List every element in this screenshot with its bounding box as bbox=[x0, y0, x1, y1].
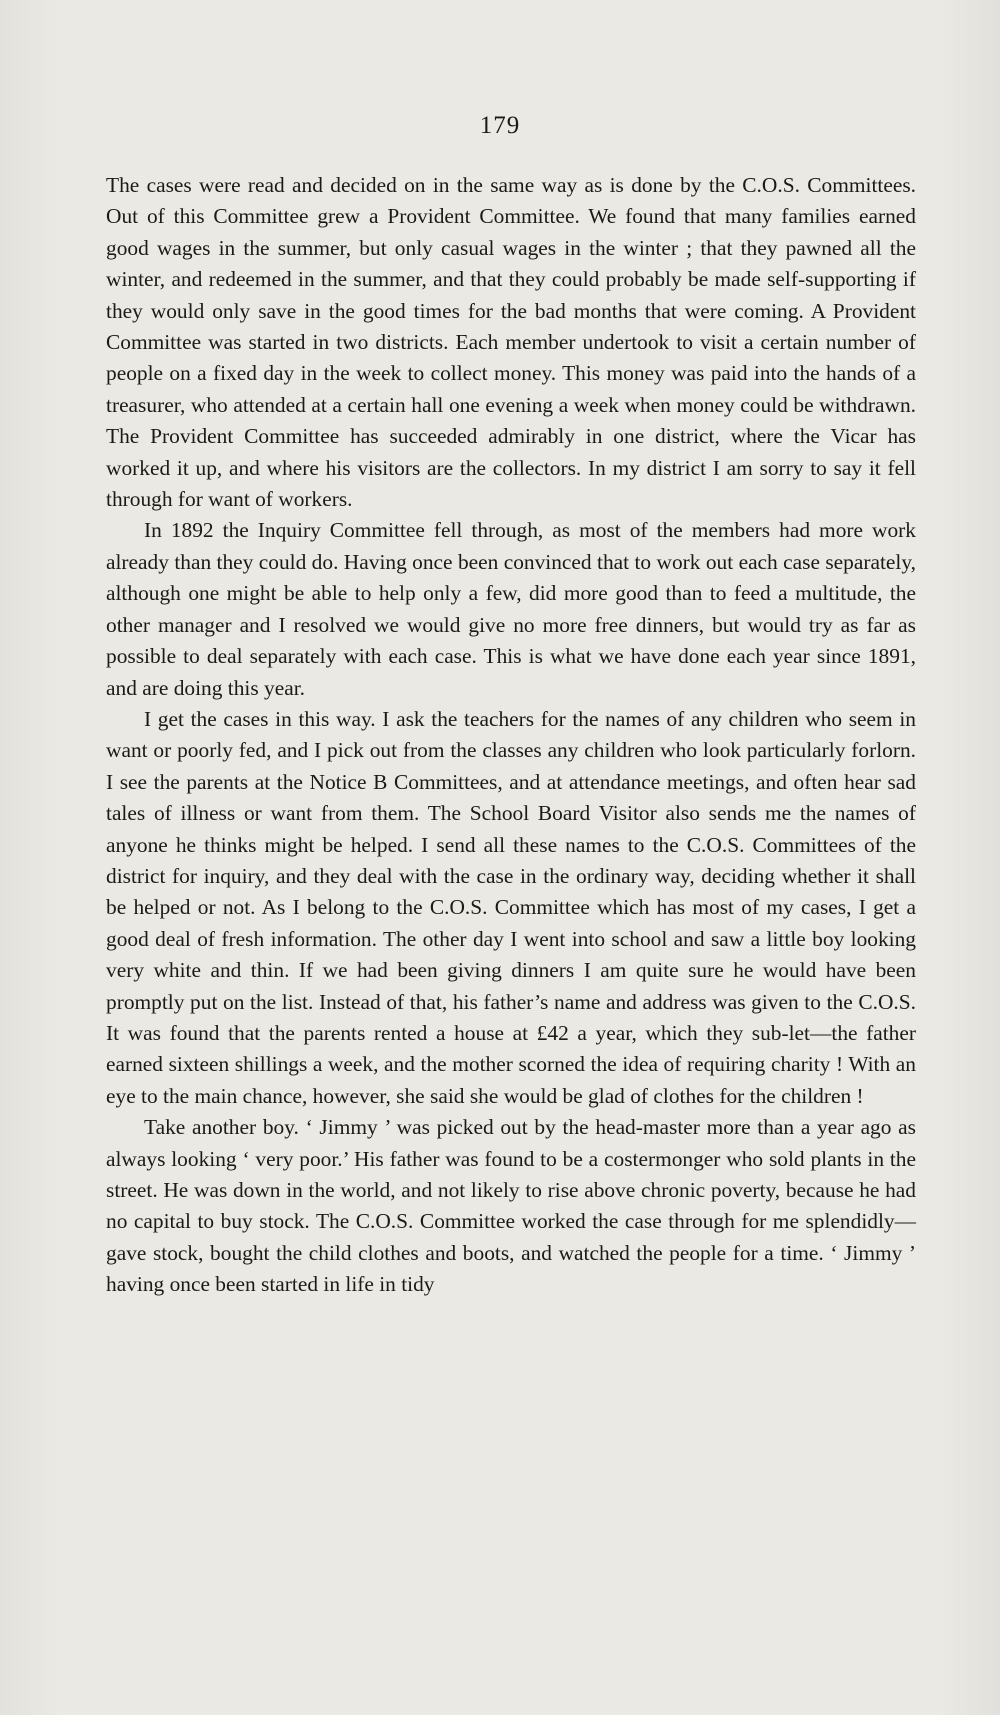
paragraph-4: Take another boy. ‘ Jimmy ’ was picked out by the head-master more than a year ago as always looking ‘ very poor.’ His father was found to be a costermonger who sold plants in the street. He was down in the world, and not likely to rise above chronic poverty, because he had no capital to buy stock. The C.O.S. Committee worked the case through for me splendidly—gave stock, bought the child clothes and boots, and watched the people for a time. ‘ Jimmy ’ having once been started in life in tidy bbox=[106, 1115, 916, 1297]
page-number: 179 bbox=[479, 112, 521, 139]
paragraph-1: The cases were read and decided on in the same way as is done by the C.O.S. Committees. Out of this Committee grew a Provident Committee. We found that many families earned good wages in the summer, but only casual wages in the winter ; that they pawned all the winter, and redeemed in the summer, and that they could probably be made self-supporting if they would only save in the good times for the bad months that were coming. A Provident Committee was started in two districts. Each member undertook to visit a certain number of people on a fixed day in the week to collect money. This money was paid into the hands of a treasurer, who attended at a certain hall one evening a week when money could be withdrawn. The Provident Committee has succeeded admirably in one district, where the Vicar has worked it up, and where his visitors are the collectors. In my district I am sorry to say it fell through for want of workers. bbox=[106, 173, 916, 512]
page-body bbox=[106, 170, 916, 1301]
paragraph-2: In 1892 the Inquiry Committee fell through, as most of the members had more work already than they could do. Having once been convinced that to work out each case separately, although one might be able to help only a few, did more good than to feed a multitude, the other manager and I resolved we would give no more free dinners, but would try as far as possible to deal separately with each case. This is what we have done each year since 1891, and are doing this year. bbox=[106, 518, 916, 700]
paragraph-3: I get the cases in this way. I ask the teachers for the names of any children who seem in want or poorly fed, and I pick out from the classes any children who look particularly forlorn. I see the parents at the Notice B Committees, and at attendance meetings, and often hear sad tales of illness or want from them. The School Board Visitor also sends me the names of anyone he thinks might be helped. I send all these names to the C.O.S. Committees of the district for inquiry, and they deal with the case in the ordinary way, deciding whether it shall be helped or not. As I belong to the C.O.S. Committee which has most of my cases, I get a good deal of fresh information. The other day I went into school and saw a little boy looking very white and thin. If we had been giving dinners I am quite sure he would have been promptly put on the list. Instead of that, his father’s name and address was given to the C.O.S. It was found that the parents rented a house at £42 a year, which they sub-let—the father earned sixteen shillings a week, and the mother scorned the idea of requiring charity ! With an eye to the main chance, however, she said she would be glad of clothes for the children ! bbox=[106, 706, 916, 1108]
